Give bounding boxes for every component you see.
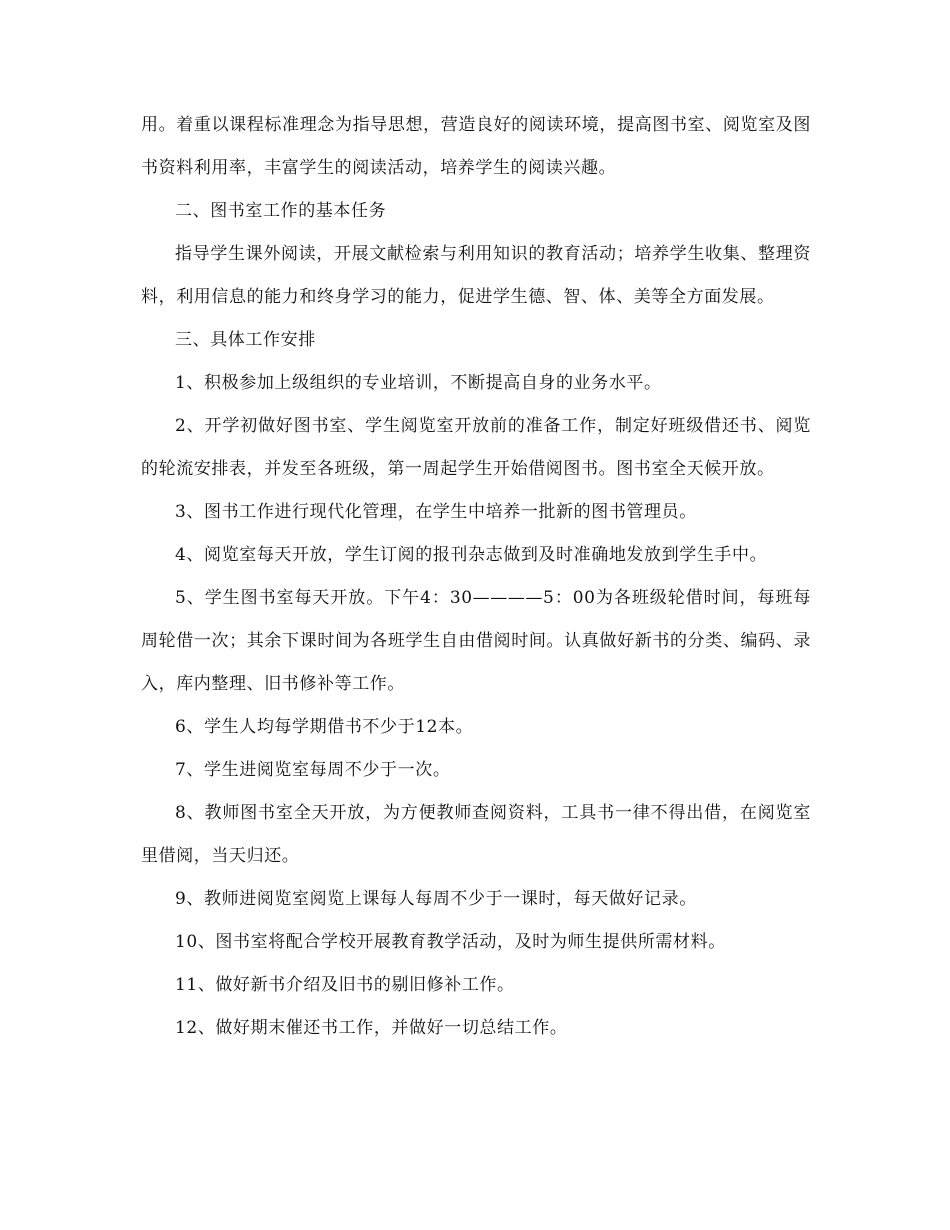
list-item-8: 8、教师图书室全天开放，为方便教师查阅资料，工具书一律不得出借，在阅览室里借阅，当天归还。 (141, 803, 811, 866)
list-item-10: 10、图书室将配合学校开展教育教学活动，及时为师生提供所需材料。 (175, 932, 726, 952)
list-item-1: 1、积极参加上级组织的专业培训，不断提高自身的业务水平。 (175, 373, 662, 393)
document-body (141, 104, 811, 1050)
list-item-11: 11、做好新书介绍及旧书的剔旧修补工作。 (175, 975, 515, 995)
list-item-7: 7、学生进阅览室每周不少于一次。 (175, 760, 451, 780)
list-item-9: 9、教师进阅览室阅览上课每人每周不少于一课时，每天做好记录。 (175, 889, 697, 909)
list-item-2: 2、开学初做好图书室、学生阅览室开放前的准备工作，制定好班级借还书、阅览的轮流安排表，并发至各班级，第一周起学生开始借阅图书。图书室全天候开放。 (141, 416, 811, 479)
section-heading-work-arrangements: 三、具体工作安排 (175, 330, 316, 350)
list-item-5: 5、学生图书室每天开放。下午4：30————5：00为各班级轮借时间，每班每周轮借一次；其余下课时间为各班学生自由借阅时间。认真做好新书的分类、编码、录入，库内整理、旧书修补等工作。 (141, 588, 811, 694)
paragraph-intro-continuation: 用。着重以课程标准理念为指导思想，营造良好的阅读环境，提高图书室、阅览室及图书资料利用率，丰富学生的阅读活动，培养学生的阅读兴趣。 (141, 115, 811, 178)
list-item-3: 3、图书工作进行现代化管理，在学生中培养一批新的图书管理员。 (175, 502, 697, 522)
paragraph-basic-tasks: 指导学生课外阅读，开展文献检索与利用知识的教育活动；培养学生收集、整理资料，利用信息的能力和终身学习的能力，促进学生德、智、体、美等全方面发展。 (141, 244, 811, 307)
section-heading-basic-tasks: 二、图书室工作的基本任务 (175, 201, 387, 221)
list-item-6: 6、学生人均每学期借书不少于12本。 (175, 717, 474, 737)
list-item-4: 4、阅览室每天开放，学生订阅的报刊杂志做到及时准确地发放到学生手中。 (175, 545, 768, 565)
list-item-12: 12、做好期末催还书工作，并做好一切总结工作。 (175, 1018, 568, 1038)
